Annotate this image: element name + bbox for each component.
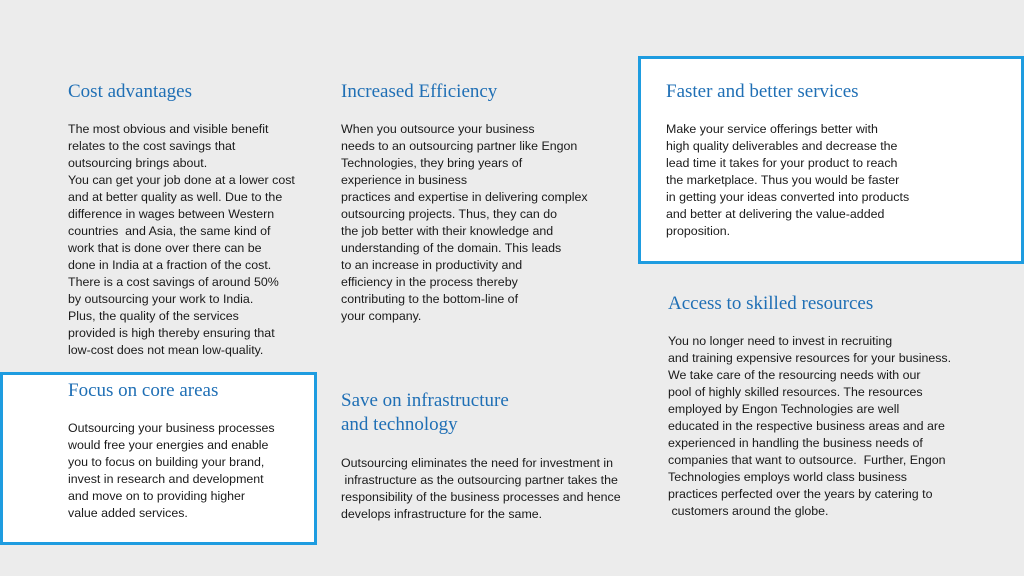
faster-services-heading: Faster and better services (666, 81, 859, 102)
save-infrastructure-text: Outsourcing eliminates the need for investment in infrastructure as the outsourcing partner takes the responsibility of the business processes and hence develops infrastructure for the same. (341, 456, 621, 521)
save-infrastructure-heading-line2: and technology (341, 414, 458, 435)
skilled-resources-heading: Access to skilled resources (668, 293, 874, 314)
skilled-resources-text: You no longer need to invest in recruiting and training expensive resources for your business. We take care of the resourcing needs with our pool of highly skilled resources. The resources employed by Engon Technologies are well educated in the respective business areas and are experienced in handling the business needs of companies that want to outsource. Further, Engon Technologies employs world class business practices perfected over the years by catering to customers around the globe. (668, 334, 952, 518)
save-infrastructure-heading-line1: Save on infrastructure (341, 390, 509, 411)
faster-services-text: Make your service offerings better with high quality deliverables and decrease the lead time it takes for your product to reach the marketplace. Thus you would be faster in getting your ideas converted into products and better at delivering the value-added proposition. (666, 122, 910, 238)
focus-core-text: Outsourcing your business processes would free your energies and enable you to focus on building your brand, invest in research and development and move on to providing higher value added services. (68, 421, 275, 520)
focus-core-heading: Focus on core areas (68, 380, 219, 401)
increased-efficiency-heading: Increased Efficiency (341, 81, 498, 102)
cost-advantages-text: The most obvious and visible benefit relates to the cost savings that outsourcing brings about. You can get your job done at a lower cost and at better quality as well. Due to the difference in wages between Western countries and Asia, the same kind of work that is done over there can be done in India at a fraction of the cost. There is a cost savings of around 50% by outsourcing your work to India. Plus, the quality of the services provided is high thereby ensuring that low-cost does not mean low-quality. (68, 122, 295, 357)
cost-advantages-heading: Cost advantages (68, 81, 193, 102)
increased-efficiency-text: When you outsource your business needs to an outsourcing partner like Engon Technologies, they bring years of experience in business practices and expertise in delivering complex outsourcing projects. Thus, they can do the job better with their knowledge and understanding of the domain. This leads to an increase in productivity and efficiency in the process thereby contributing to the bottom-line of your company. (341, 122, 588, 323)
save-infrastructure-heading (341, 389, 509, 437)
